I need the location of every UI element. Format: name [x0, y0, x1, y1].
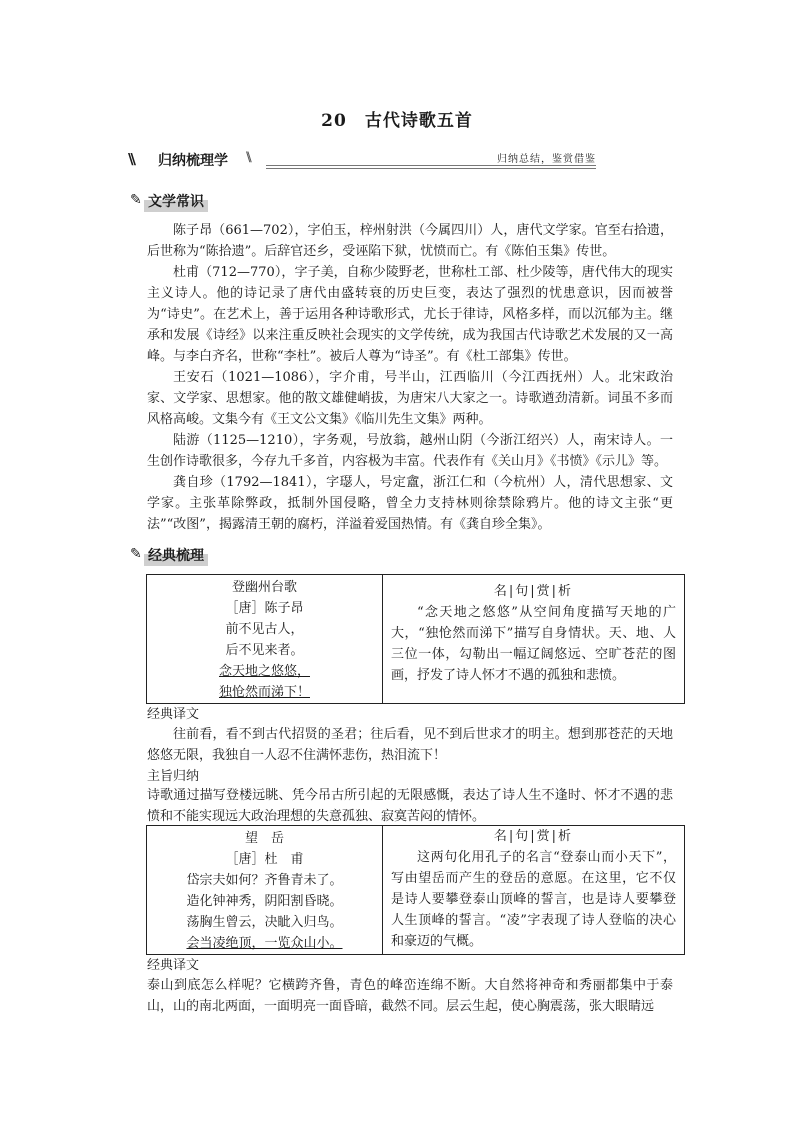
appreciation-heading: 名|句|赏|析 — [493, 584, 574, 599]
slash-decoration-2: \\ — [246, 150, 249, 165]
translation-text: 泰山到底怎么样呢？它横跨齐鲁，青色的峰峦连绵不断。大自然将神奇和秀丽都集中于泰山，山的南北两面，一面明亮一面昏暗，截然不同。层云生起，使心胸震荡，张大眼睛远 — [147, 978, 673, 1014]
bio-paragraph: 杜甫（712—770），字子美，自称少陵野老，世称杜工部、杜少陵等，唐代伟大的现实主义诗人。他的诗记录了唐代由盛转衰的历史巨变，表达了强烈的忧患意识，因而被誉为“诗史”。在艺术上，善于运用各种诗歌形式，尤长于律诗，风格多样，而以沉郁为主。继承和发展《诗经》以来注重反映社会现实的文学传统，成为我国古代诗歌艺术发展的又一高峰。与李白齐名，世称“李杜”。被后人尊为“诗圣”。有《杜工部集》传世。 — [147, 265, 673, 364]
section-header — [128, 150, 596, 170]
appreciation-cell — [383, 826, 685, 955]
classics-tag-label: 经典梳理 — [144, 544, 208, 566]
classics-tag — [130, 544, 218, 566]
poem-table — [146, 825, 685, 955]
poem-line: 后不见来者。 — [225, 643, 304, 658]
poem-line-underlined: 会当凌绝顶，一览众山小。 — [186, 936, 343, 951]
literature-tag — [130, 190, 218, 212]
bio-paragraph: 王安石（1021—1086），字介甫，号半山，江西临川（今江西抚州）人。北宋政治家、文学家、思想家。他的散文雄健峭拔，为唐宋八大家之一。诗歌遒劲清新。词虽不多而风格高峻。文集今有《王文公文集》《临川先生文集》两种。 — [147, 370, 673, 427]
appreciation-text: “念天地之悠悠”从空间角度描写天地的广大，“独怆然而涕下”描写自身情状。天、地、人三位一体，勾勒出一幅辽阔悠远、空旷苍茫的图画，抒发了诗人怀才不遇的孤独和悲愤。 — [391, 605, 676, 683]
literature-tag-label: 文学常识 — [144, 190, 208, 212]
poem-line: 造化钟神秀，阴阳割昏晓。 — [186, 894, 343, 909]
poem-author: ［唐］杜 甫 — [225, 852, 304, 867]
poem-title: 望 岳 — [244, 831, 284, 846]
pen-icon: ✎ — [130, 546, 142, 562]
appreciation-text: 这两句化用孔子的名言“登泰山而小天下”，写由望岳而产生的登岳的意愿。在这里，它不仅是诗人要攀登泰山顶峰的誓言，也是诗人要攀登人生顶峰的誓言。“凌”字表现了诗人登临的决心和豪迈的气概。 — [391, 850, 676, 949]
page-title: 20 古代诗歌五首 — [321, 111, 473, 131]
translation-text: 往前看，看不到古代招贤的圣君；往后看，见不到后世求才的明主。想到那苍茫的天地悠悠无限，我独自一人忍不住满怀悲伤，热泪流下！ — [147, 727, 673, 763]
poem-line: 荡胸生曾云，决眦入归鸟。 — [186, 915, 343, 930]
bio-paragraph: 陆游（1125—1210），字务观，号放翁，越州山阴（今浙江绍兴）人，南宋诗人。一生创作诗歌很多，今存九千多首，内容极为丰富。代表作有《关山月》《书愤》《示儿》等。 — [147, 433, 673, 469]
theme-label: 主旨归纳 — [147, 769, 200, 784]
poem-cell — [147, 575, 383, 704]
poem-author: ［唐］陈子昂 — [225, 601, 304, 616]
section-name: 归纳梳理学 — [158, 153, 228, 169]
section-rule — [266, 165, 596, 166]
poem-line-underlined: 独怆然而涕下！ — [218, 685, 310, 700]
section-subtitle: 归纳总结，鉴赏借鉴 — [497, 154, 596, 165]
bio-paragraph: 龚自珍（1792—1841），字璱人，号定盦，浙江仁和（今杭州）人，清代思想家、文学家。主张革除弊政，抵制外国侵略，曾全力支持林则徐禁除鸦片。他的诗文主张“更法”“改图”，揭露清王朝的腐朽，洋溢着爱国热情。有《龚自珍全集》。 — [147, 475, 673, 532]
poem-line: 前不见古人， — [225, 622, 304, 637]
poem-table — [146, 574, 685, 704]
poem-cell — [147, 826, 383, 955]
bio-paragraph: 陈子昂（661—702），字伯玉，梓州射洪（今属四川）人，唐代文学家。官至右拾遗，后世称为“陈拾遗”。后辞官还乡，受诬陷下狱，忧愤而亡。有《陈伯玉集》传世。 — [147, 223, 673, 259]
poem-line: 岱宗夫如何？齐鲁青未了。 — [186, 873, 343, 888]
slash-decoration: \\ — [128, 150, 133, 168]
poem-title: 登幽州台歌 — [231, 580, 297, 595]
appreciation-heading: 名|句|赏|析 — [493, 829, 574, 844]
translation-label: 经典译文 — [147, 958, 200, 973]
poem-line-underlined: 念天地之悠悠， — [218, 664, 310, 679]
appreciation-cell — [383, 575, 685, 704]
section-rule-2 — [266, 168, 596, 169]
translation-label: 经典译文 — [147, 707, 200, 722]
theme-text: 诗歌通过描写登楼远眺、凭今吊古所引起的无限感慨，表达了诗人生不逢时、怀才不遇的悲愤和不能实现远大政治理想的失意孤独、寂寞苦闷的情怀。 — [147, 788, 673, 824]
pen-icon: ✎ — [130, 192, 142, 208]
